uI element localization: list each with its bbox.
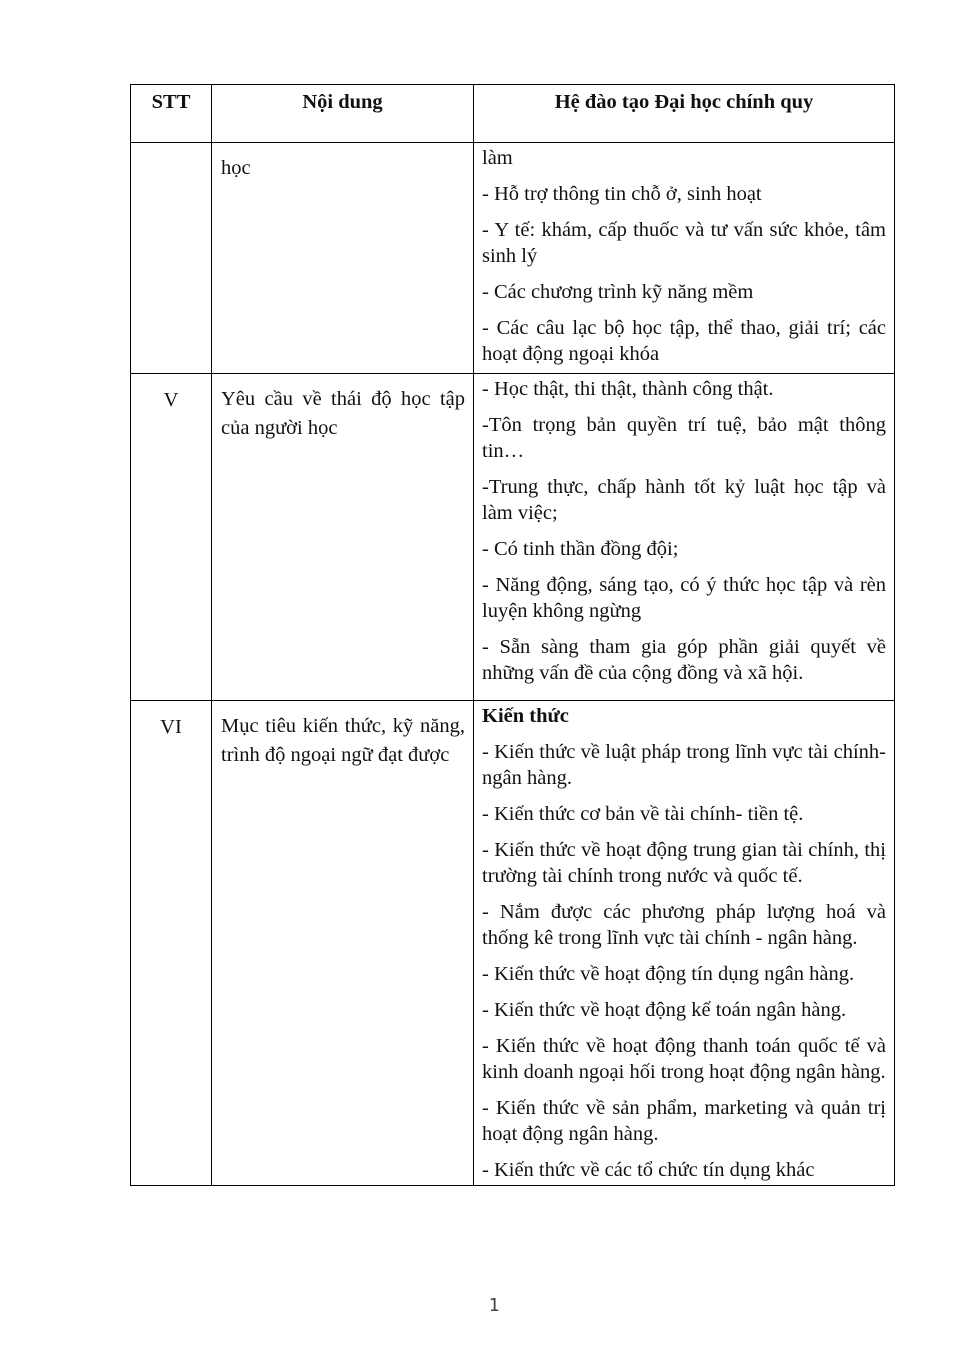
detail-item: - Kiến thức về các tổ chức tín dụng khác — [482, 1159, 815, 1181]
detail-item: làm — [482, 147, 513, 169]
table-row — [131, 143, 895, 374]
detail-item: -Tôn trọng bản quyền trí tuệ, bảo mật thông tin… — [482, 414, 886, 462]
row-content: học — [212, 143, 474, 374]
detail-item: - Sẵn sàng tham gia góp phần giải quyết về những vấn đề của cộng đồng và xã hội. — [482, 636, 886, 684]
row-stt: V — [131, 374, 212, 701]
section-heading: Kiến thức — [482, 705, 569, 727]
detail-item: - Y tế: khám, cấp thuốc và tư vấn sức khỏe, tâm sinh lý — [482, 219, 886, 267]
detail-item: - Kiến thức về hoạt động tín dụng ngân hàng. — [482, 963, 855, 985]
page-number: 1 — [488, 1295, 500, 1316]
detail-item: - Các câu lạc bộ học tập, thể thao, giải trí; các hoạt động ngoại khóa — [482, 317, 886, 365]
row-details — [474, 701, 895, 1186]
detail-item: - Hỗ trợ thông tin chỗ ở, sinh hoạt — [482, 183, 762, 205]
header-content: Nội dung — [212, 85, 474, 143]
row-stt — [131, 143, 212, 374]
detail-item: - Kiến thức cơ bản về tài chính- tiền tệ. — [482, 803, 804, 825]
detail-item: -Trung thực, chấp hành tốt kỷ luật học tập và làm việc; — [482, 476, 886, 524]
row-details — [474, 143, 895, 374]
detail-item: - Năng động, sáng tạo, có ý thức học tập và rèn luyện không ngừng — [482, 574, 886, 622]
row-details — [474, 374, 895, 701]
header-stt: STT — [131, 85, 212, 143]
detail-item: - Kiến thức về hoạt động thanh toán quốc tế và kinh doanh ngoại hối trong hoạt động ngân hàng. — [482, 1035, 886, 1083]
row-stt: VI — [131, 701, 212, 1186]
detail-item: - Kiến thức về sản phẩm, marketing và quản trị hoạt động ngân hàng. — [482, 1097, 886, 1145]
detail-item: - Kiến thức về hoạt động kế toán ngân hàng. — [482, 999, 847, 1021]
row-content: Yêu cầu về thái độ học tập của người học — [212, 374, 474, 701]
table-row — [131, 374, 895, 701]
row-content: Mục tiêu kiến thức, kỹ năng, trình độ ngoại ngữ đạt được — [212, 701, 474, 1186]
header-program: Hệ đào tạo Đại học chính quy — [474, 85, 895, 143]
table-body — [131, 143, 895, 1186]
table-row — [131, 701, 895, 1186]
detail-item: - Các chương trình kỹ năng mềm — [482, 281, 754, 303]
program-table — [130, 84, 895, 1186]
table-header-row — [131, 85, 895, 143]
detail-item: - Kiến thức về luật pháp trong lĩnh vực tài chính- ngân hàng. — [482, 741, 886, 789]
detail-item: - Có tinh thần đồng đội; — [482, 538, 679, 560]
detail-item: - Học thật, thi thật, thành công thật. — [482, 378, 774, 400]
detail-item: - Nắm được các phương pháp lượng hoá và thống kê trong lĩnh vực tài chính - ngân hàng. — [482, 901, 886, 949]
detail-item: - Kiến thức về hoạt động trung gian tài chính, thị trường tài chính trong nước và quốc tế. — [482, 839, 886, 887]
